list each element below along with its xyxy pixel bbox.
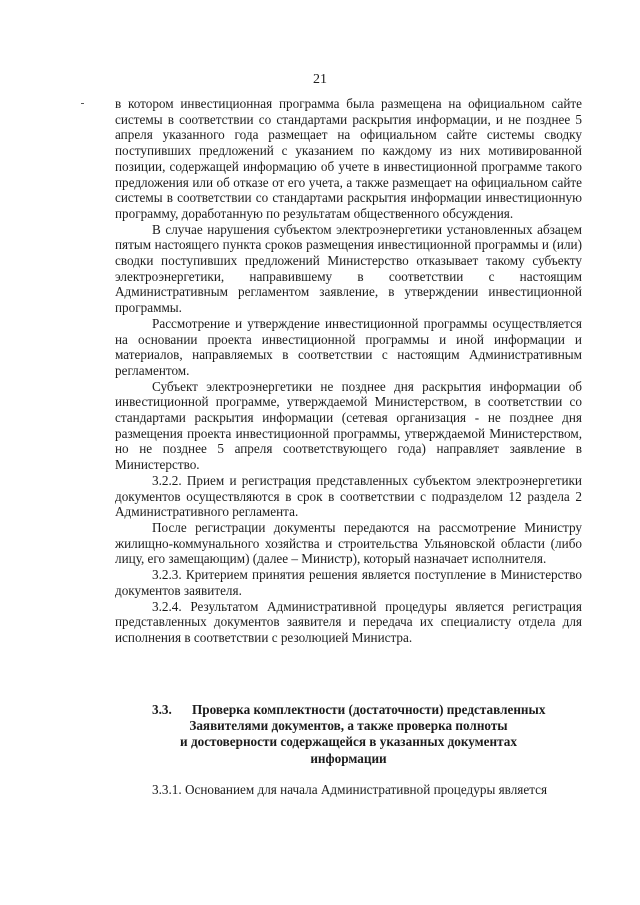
- section-heading-text: Проверка комплектности (достаточности) представленных: [192, 702, 546, 717]
- page-number: 21: [313, 72, 327, 87]
- paragraph: 3.2.3. Критерием принятия решения является поступление в Министерство документов заявителя.: [115, 567, 582, 598]
- paragraph: 3.3.1. Основанием для начала Административной процедуры является: [152, 782, 548, 797]
- section-heading-line: и достоверности содержащейся в указанных документах: [180, 734, 517, 750]
- paragraph: Субъект электроэнергетики не позднее дня раскрытия информации об инвестиционной программе, утверждаемой Министерством, в соответствии со стандартами раскрытия информации (сетевая организация - не позднее дня размещения проекта инвестиционной программы, утверждаемой Министерством, но не позднее 5 апреля соответствующего года) направляет заявление в Министерство.: [115, 378, 582, 473]
- document-body: [115, 96, 582, 646]
- paragraph: После регистрации документы передаются на рассмотрение Министру жилищно-коммунального хозяйства и строительства Ульяновской области (либо лицу, его замещающим) (далее – Министр), который назначает исполнителя.: [115, 519, 582, 567]
- paragraph: в котором инвестиционная программа была размещена на официальном сайте системы в соответствии со стандартами раскрытия информации, и не позднее 5 апреля указанного года размещает на официальном сайте системы сводку поступивших предложений с указанием по каждому из них мотивированной позиции, содержащей информацию об учете в инвестиционной программе такого предложения или об отказе от его учета, а также размещает на официальном сайте системы в соответствии со стандартами раскрытия информации инвестиционную программу, доработанную по результатам общественного обсуждения.: [115, 96, 582, 221]
- paragraph: Рассмотрение и утверждение инвестиционной программы осуществляется на основании проекта инвестиционной программы и иной информации и материалов, направляемых в соответствии с настоящим Административным регламентом.: [115, 315, 582, 378]
- scan-artifact: [81, 103, 84, 104]
- section-heading: [115, 702, 582, 767]
- section-heading-line: информации: [310, 750, 387, 766]
- section-heading-line: [115, 702, 582, 718]
- section-number: 3.3.: [152, 702, 172, 717]
- paragraph: 3.2.4. Результатом Административной процедуры является регистрация представленных документов заявителя и передача их специалисту отдела для исполнения в соответствии с резолюцией Министра.: [115, 598, 582, 645]
- paragraph: 3.2.2. Прием и регистрация представленных субъектом электроэнергетики документов осуществляются в срок в соответствии с подразделом 12 раздела 2 Административного регламента.: [115, 472, 582, 520]
- section-heading-line: Заявителями документов, а также проверка полноты: [189, 718, 508, 734]
- paragraph: В случае нарушения субъектом электроэнергетики установленных абзацем пятым настоящего пункта сроков размещения инвестиционной программы и (или) сводки поступивших предложений Министерство отказывает такому субъекту электроэнергетики, направившему в соответствии с настоящим Административным регламентом заявление, в утверждении инвестиционной программы.: [115, 221, 582, 316]
